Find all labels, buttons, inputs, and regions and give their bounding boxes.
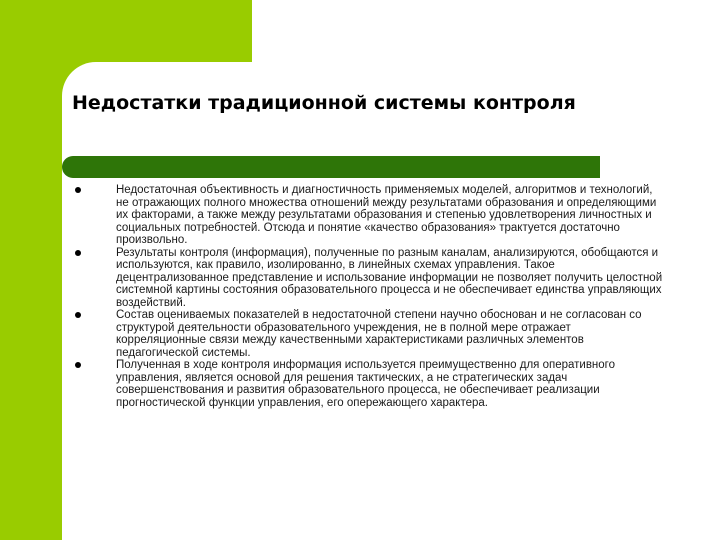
bullet-dot-icon [75, 250, 81, 256]
bullet-item [72, 359, 664, 409]
bullet-item [72, 247, 664, 310]
bullet-dot-icon [75, 187, 81, 193]
title-divider-bar [62, 156, 600, 178]
bullet-text: Полученная в ходе контроля информация используется преимущественно для оперативного управления, является основой для решения тактических, а не стратегических задач совершенствования и развития образовательного процесса, не обеспечивает реализации прогностической функции управления, его опережающего характера. [116, 359, 616, 409]
bullet-item [72, 309, 664, 359]
bullet-item [72, 184, 664, 247]
bullet-list [72, 184, 664, 409]
bullet-dot-icon [75, 362, 81, 368]
bullet-dot-icon [75, 312, 81, 318]
bullet-text: Результаты контроля (информация), полученные по разным каналам, анализируются, обобщаются и используются, как правило, изолированно, в линейных схемах управления. Такое децентрализованное представление и использование информации не позволяет получить целостной системной картины состояния образовательного процесса и не обеспечивает единства управляющих воздействий. [116, 246, 663, 309]
slide-title: Недостатки традиционной системы контроля [72, 92, 576, 114]
bullet-text: Недостаточная объективность и диагностичность применяемых моделей, алгоритмов и технологий, не отражающих полного множества отношений между результатами образования и определяющими их факторами, а также между результатами образования и степенью удовлетворения личностных и социальных потребностей. Отсюда и понятие «качество образования» трактуется достаточно произвольно. [116, 184, 657, 246]
bullet-text: Состав оцениваемых показателей в недостаточной степени научно обоснован и не согласован со структурой деятельности образовательного учреждения, не в полной мере отражает корреляционные связи между качественными характеристиками различных элементов педагогической системы. [116, 309, 642, 359]
